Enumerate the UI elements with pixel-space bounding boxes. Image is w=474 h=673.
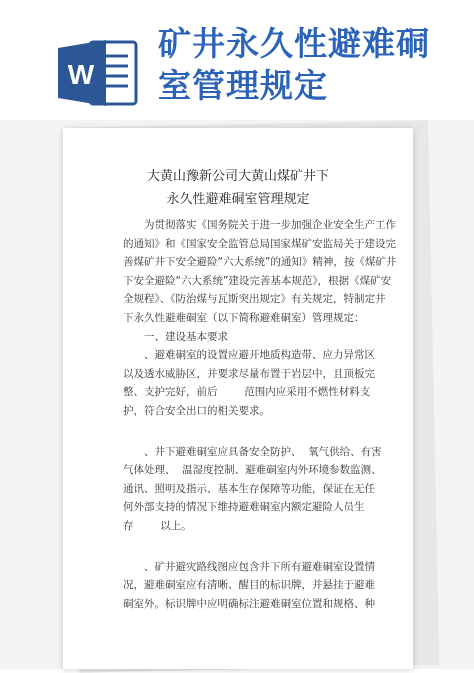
body-line: 下永久性避难硐室（以下简称避难硐室）管理规定：: [123, 311, 365, 324]
page-title-line-2: 室管理规定: [158, 66, 328, 105]
header-banner: [0, 0, 474, 120]
body-line: 为贯彻落实《国务院关于进一步加强企业安全生产工作: [144, 219, 396, 231]
body-line: 以及透水威胁区，并要求尽量布置于岩层中，且顶板完: [123, 367, 375, 380]
page-title-line-1: 矿井永久性避难硐: [158, 24, 430, 63]
paragraph-gap: [123, 536, 368, 558]
document-body: [123, 216, 397, 613]
body-line: 气体处理、 温湿度控制、避难硐室内外环境参数监测、: [123, 464, 382, 477]
body-line: 、避难硐室的设置应避开地质构造带、应力异常区: [144, 349, 375, 362]
body-line: 况，避难硐室应有清晰、醒目的标识牌，并悬挂于避难: [123, 579, 375, 592]
body-line: 全规程》、《防治煤与瓦斯突出规定》有关规定，特制定井: [123, 293, 386, 306]
section-heading: 一、建设基本要求: [144, 330, 228, 343]
body-line: 通讯、照明及指示、基本生存保障等功能，保证在无任: [123, 482, 375, 495]
word-icon: [56, 38, 138, 108]
body-line: 、矿井避灾路线图应包含井下所有避难硐室设置情: [144, 560, 375, 573]
body-line: 护，符合安全出口的相关要求。: [123, 404, 270, 417]
body-line: 的通知》和《国家安全监管总局国家煤矿安监局关于建设完: [123, 237, 396, 250]
document-title: 永久性避难硐室管理规定: [166, 192, 310, 207]
word-logo-letter: W: [67, 59, 95, 90]
body-line: 、井下避难硐室应具备安全防护、 氧气供给、有害: [144, 445, 382, 458]
body-line: 硐室外。标识牌中应明确标注避难硐室位置和规格、种: [123, 597, 375, 610]
body-line: 善煤矿井下安全避险“六大系统”的通知》精神，按《煤矿井: [123, 256, 397, 269]
document-company-heading: 大黄山豫新公司大黄山煤矿井下: [146, 169, 329, 184]
body-line: 何外部支持的情况下维持避难硐室内额定避险人员生: [123, 501, 365, 514]
body-line: 存 以上。: [123, 519, 192, 532]
paragraph-gap: [123, 421, 368, 443]
document-page: [63, 128, 413, 669]
body-line: 整、支护完好，前后 范围内应采用不燃性材料支: [123, 386, 371, 399]
body-line: 下安全避险“六大系统”建设完善基本规范》，根据《煤矿安: [123, 274, 392, 287]
